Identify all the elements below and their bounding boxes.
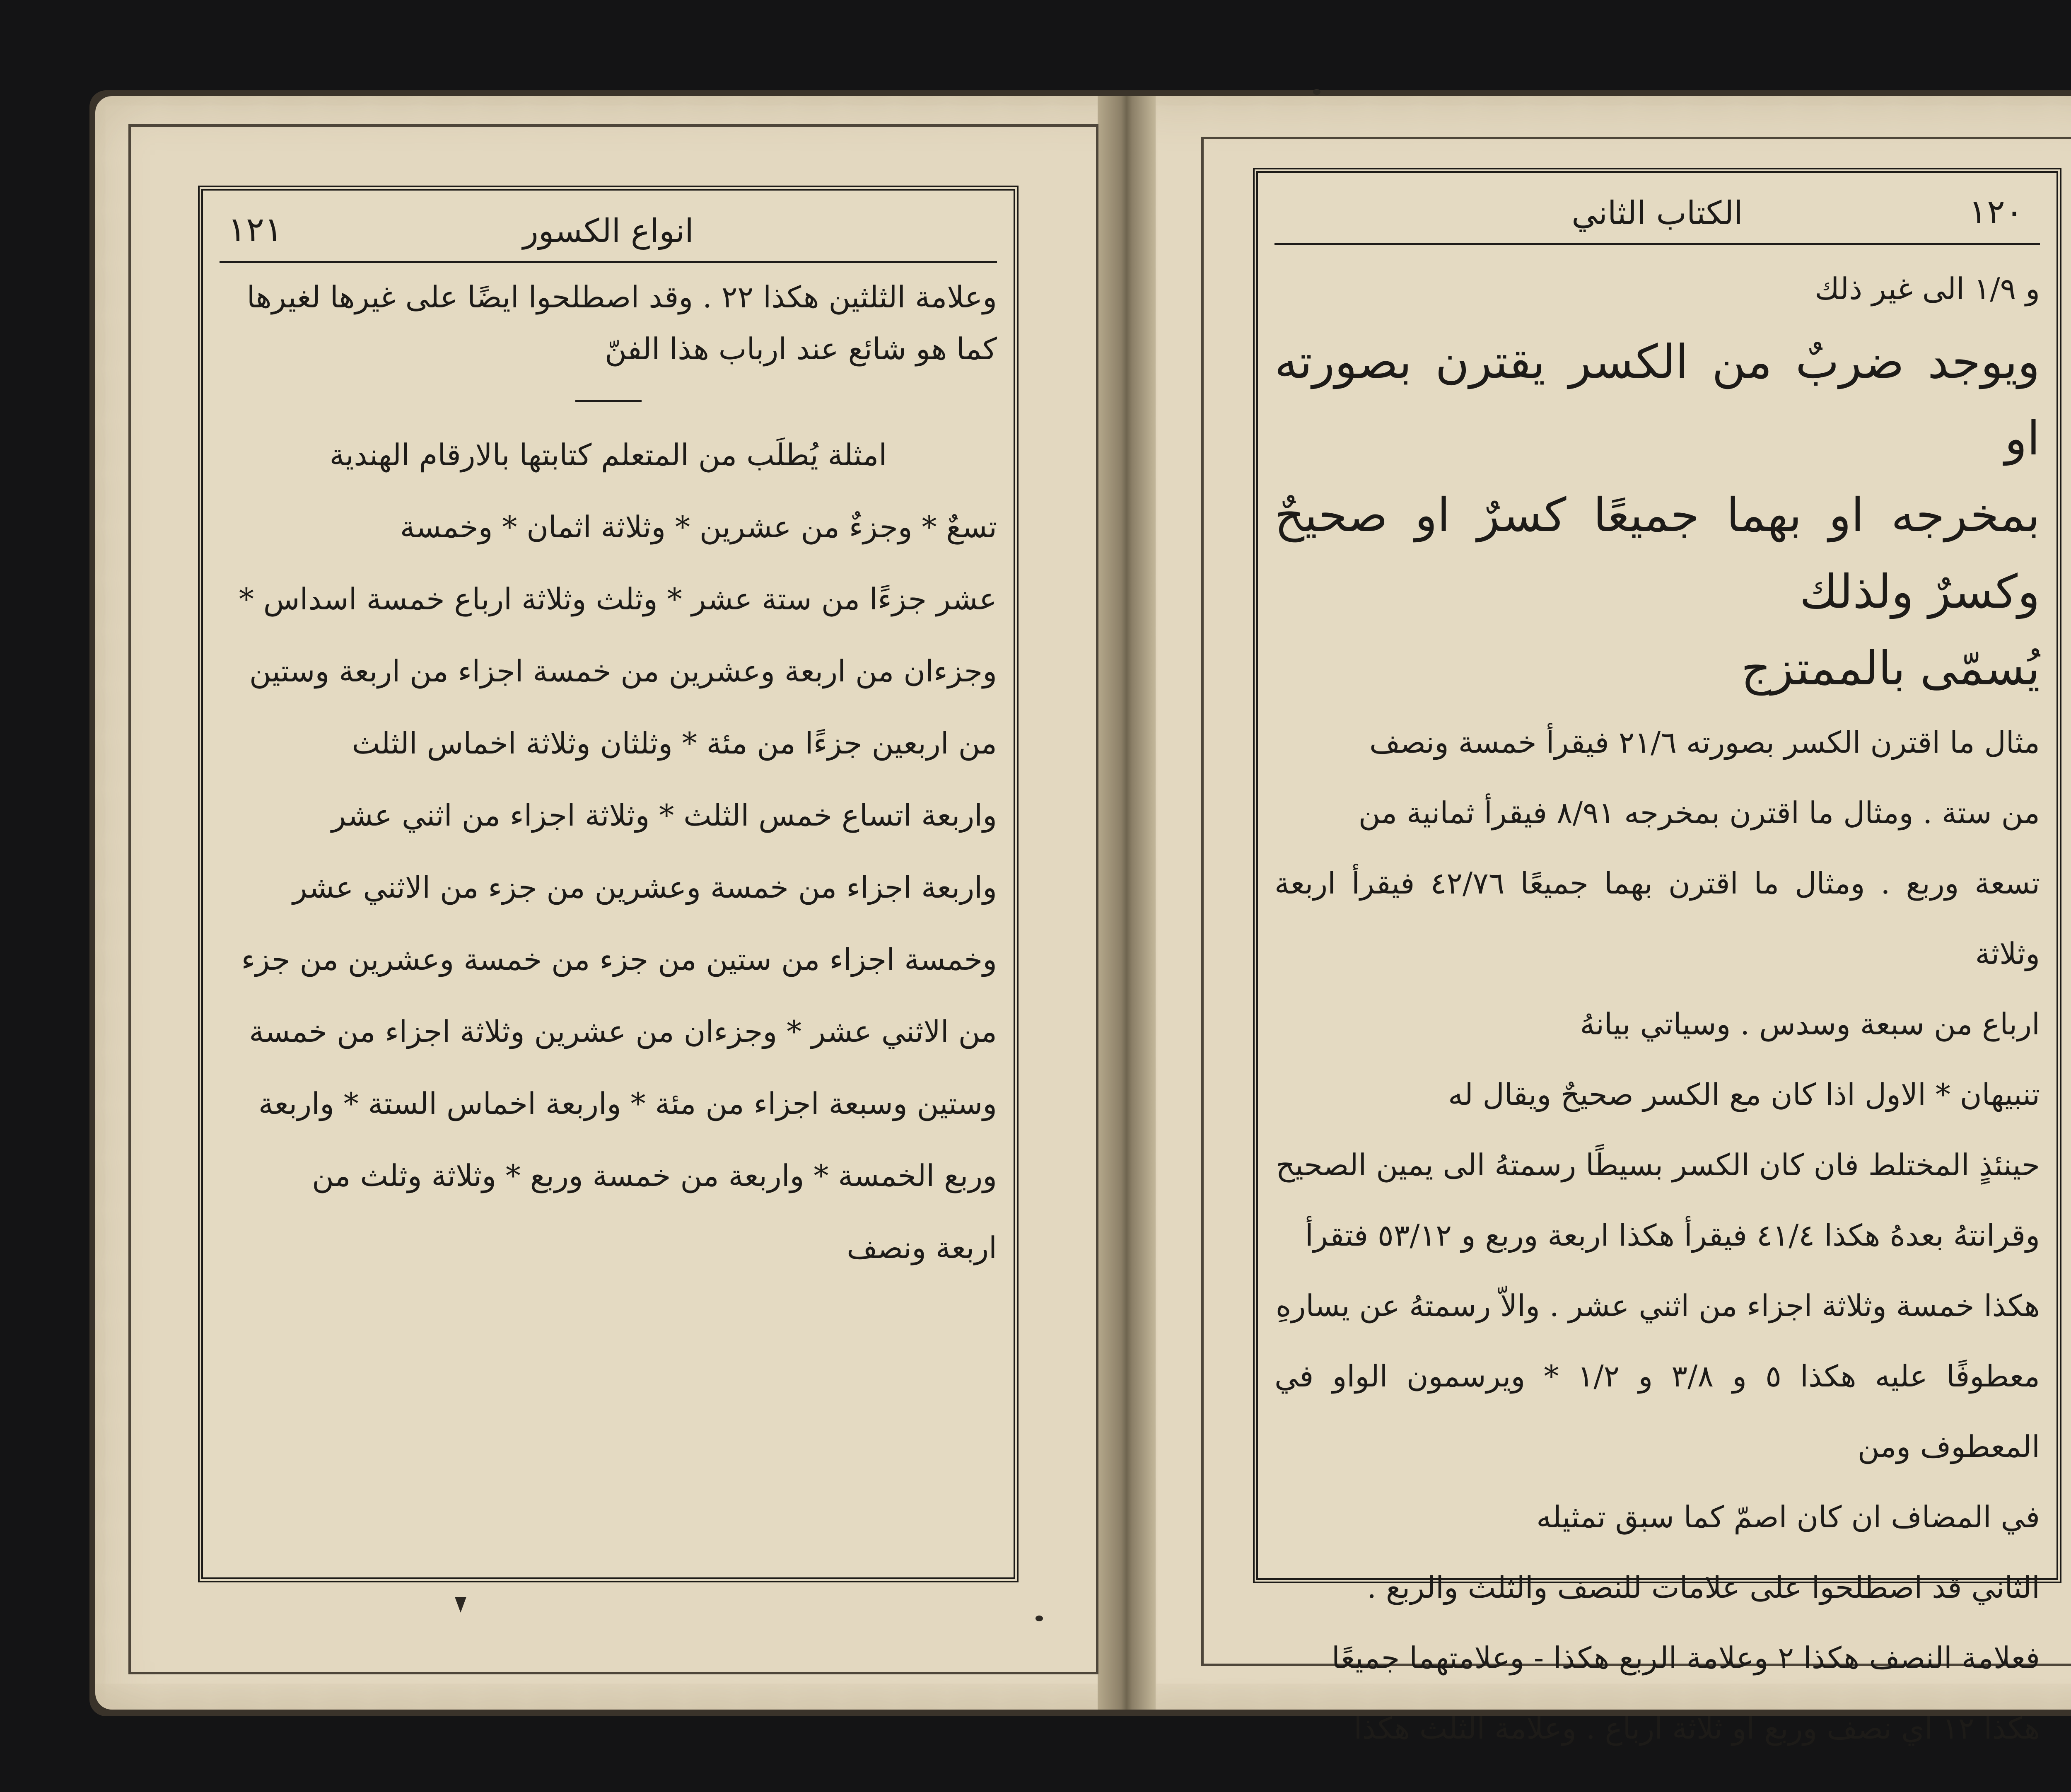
text-line: وستين وسبعة اجزاء من مئة * واربعة اخماس الستة * واربعة [258,1086,997,1121]
text-line: ارباع من سبعة وسدس . وسياتي بيانهُ [1580,1007,2040,1041]
text-line: من ستة . ومثال ما اقترن بمخرجه ٨/٩١ فيقرأ ثمانية من [1358,795,2040,830]
left-running-title: انواع الكسور [523,213,694,250]
text-line: واربعة اجزاء من خمسة وعشرين من جزء من الاثني عشر [292,870,997,905]
right-body-text [1274,254,2040,1763]
text-line: من اربعين جزءًا من مئة * وثلثان وثلاثة اخماس الثلث [352,726,997,761]
text-line: وخمسة اجزاء من ستين من جزء من خمسة وعشرين من جزء [241,942,997,977]
right-text-frame [1253,168,2061,1746]
text-line: وعلامة الثلثين هكذا ٢٢ . وقد اصطلحوا ايضًا على غيرها لغيرها [246,280,997,314]
left-text-frame [198,186,1019,1582]
text-line: هكذا خمسة وثلاثة اجزاء من اثني عشر . والاّ رسمتهُ عن يسارهِ [1275,1288,2040,1323]
text-line: واربعة اتساع خمس الثلث * وثلاثة اجزاء من اثني عشر [331,798,997,833]
left-running-head [220,205,997,263]
left-body-text [220,271,997,1284]
text-line: عشر جزءًا من ستة عشر * وثلث وثلاثة ارباع خمسة اسداس * [239,582,997,616]
right-running-title: الكتاب الثاني [1571,195,1743,232]
right-running-head [1274,187,2040,245]
text-line: فعلامة النصف هكذا ٢ وعلامة الربع هكذا - وعلامتهما جميعًا [1331,1640,2040,1675]
text-line-large: يُسمّى بالممتزج [1741,642,2040,696]
text-line: وجزءان من اربعة وعشرين من خمسة اجزاء من اربعة وستين [249,654,997,688]
text-line: تسعٌ * وجزءٌ من عشرين * وثلاثة اثمان * وخمسة [400,510,997,544]
printer-mark-icon [455,1597,466,1613]
text-line: في المضاف ان كان اصمّ كما سبق تمثيله [1536,1500,2040,1534]
text-line: وقرانتهُ بعدهُ هكذا ٤١/٤ فيقرأ هكذا اربعة وربع و ٥٣/١٢ فتقرأ [1305,1218,2040,1253]
text-line: الثاني قد اصطلحوا على علامات للنصف والثلث والربع . [1367,1570,2040,1605]
text-line: و ١/٩ الى غير ذلك [1815,271,2040,306]
text-line: وربع الخمسة * واربعة من خمسة وربع * وثلاثة وثلث من [312,1158,997,1193]
text-line: هكذا ١٢ اي نصف وربع او ثلاثة ارباع . وعلامة الثلث هكذا [1354,1711,2040,1746]
section-divider [575,400,642,402]
left-page-number: ١٢١ [228,210,283,249]
text-line: كما هو شائع عند ارباب هذا الفنّ [605,331,997,366]
text-line-large: بمخرجه او بهما جميعًا كسرٌ او صحيحٌ وكسرٌ ولذلك [1274,488,2040,619]
text-line: حينئذٍ المختلط فان كان الكسر بسيطًا رسمتهُ الى يمين الصحيح [1276,1147,2040,1182]
right-page-number: ١٢٠ [1968,192,2023,232]
text-line: تنبيهان * الاول اذا كان مع الكسر صحيحٌ ويقال له [1448,1077,2040,1112]
ink-speck [1313,89,1320,95]
book-gutter [1098,96,1156,1710]
text-line: من الاثني عشر * وجزءان من عشرين وثلاثة اجزاء من خمسة [249,1014,997,1049]
text-line: تسعة وربع . ومثال ما اقترن بهما جميعًا ٤٢/٧٦ فيقرأ اربعة وثلاثة [1274,866,2040,971]
ink-speck [1036,1616,1043,1621]
text-line: معطوفًا عليه هكذا ٥ و ٣/٨ و ١/٢ * ويرسمون الواو في المعطوف ومن [1274,1359,2040,1464]
text-line: اربعة ونصف [847,1230,997,1265]
text-line: مثال ما اقترن الكسر بصورته ٢١/٦ فيقرأ خمسة ونصف [1369,725,2040,760]
text-line-large: ويوجد ضربٌ من الكسر يقترن بصورته او [1274,335,2040,466]
exercise-heading: امثلة يُطلَب من المتعلم كتابتها بالارقام الهندية [329,437,887,472]
